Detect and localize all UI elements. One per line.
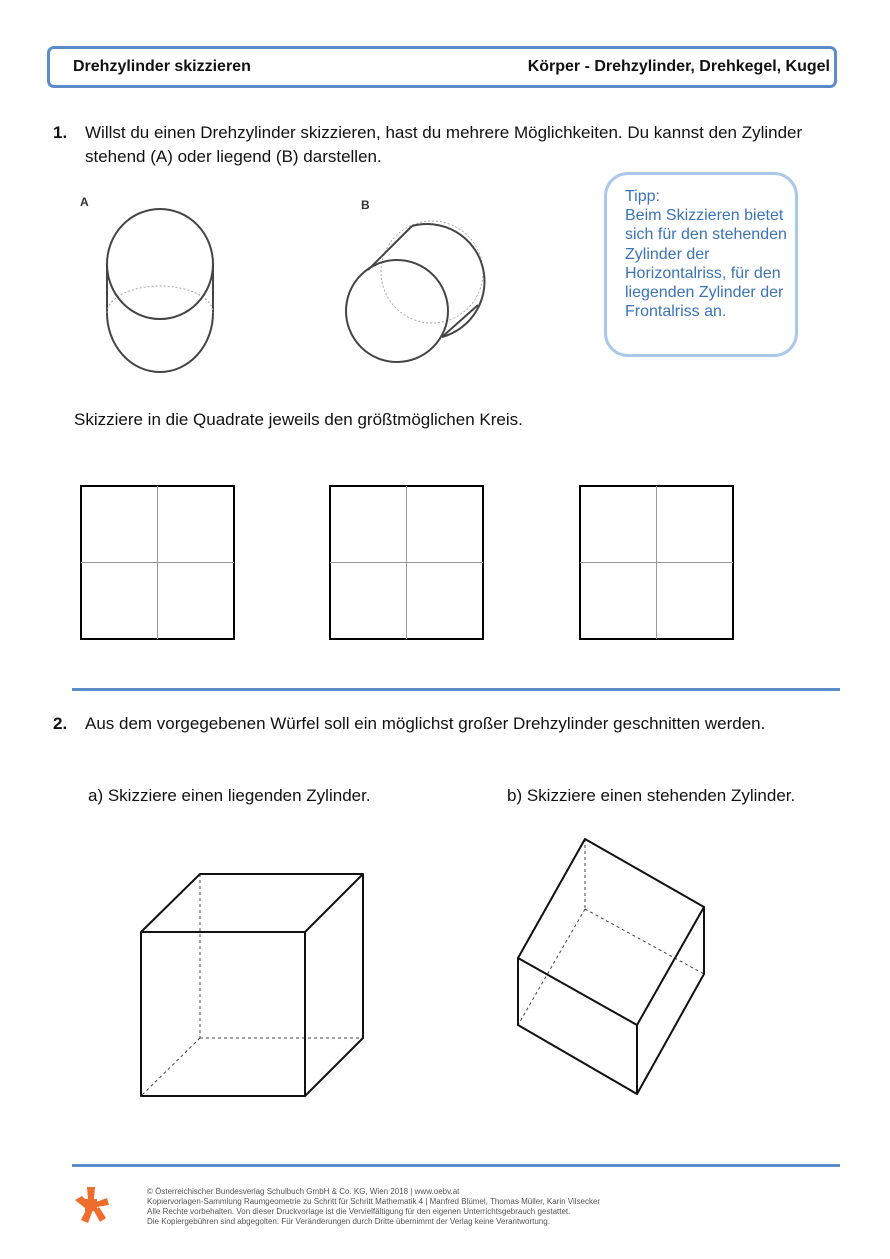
cylinder-a-hidden-edge: [107, 286, 213, 313]
drawing-square-2: [329, 485, 485, 641]
cube-a-figure: [135, 868, 370, 1102]
task-1-instruction: Skizziere in die Quadrate jeweils den größtmöglichen Kreis.: [74, 410, 523, 429]
figure-label-b: B: [361, 198, 370, 212]
drawing-square-1: [80, 485, 236, 641]
cube-b-hidden-edges: [518, 839, 704, 1025]
lying-cylinder-figure: [340, 220, 490, 372]
task-1-line-2: stehend (A) oder liegend (B) darstellen.: [85, 147, 382, 166]
task-1-line-1: Willst du einen Drehzylinder skizzieren, hast du mehrere Möglichkeiten. Du kannst den Zylinder: [85, 123, 803, 142]
footer-divider: [72, 1164, 840, 1167]
task-2-text: Aus dem vorgegebenen Würfel soll ein möglichst großer Drehzylinder geschnitten werden.: [85, 714, 766, 733]
footer-copyright: [147, 1187, 600, 1227]
task-2-part-a: a) Skizziere einen liegenden Zylinder.: [88, 786, 371, 805]
tip-text: Tipp: Beim Skizzieren bietet sich für den stehenden Zylinder der Horizontalriss, für den liegenden Zylinder der Frontalriss an.: [625, 188, 787, 321]
cylinder-b-top-edge: [368, 226, 412, 270]
publisher-logo-icon: [72, 1186, 110, 1224]
cube-b-visible-edges: [518, 839, 704, 1094]
cylinder-a-top-face: [107, 209, 213, 319]
figure-label-a: A: [80, 195, 89, 209]
task-1-number: 1.: [53, 123, 68, 142]
section-divider: [72, 688, 840, 691]
footer-line-1: © Österreichischer Bundesverlag Schulbuch GmbH & Co. KG, Wien 2018 | www.oebv.at: [147, 1187, 460, 1196]
cube-a-visible-edges: [141, 874, 363, 1096]
task-2-number: 2.: [53, 714, 68, 733]
task-2-part-b: b) Skizziere einen stehenden Zylinder.: [507, 786, 796, 805]
standing-cylinder-figure: [100, 203, 220, 375]
worksheet-topic: Körper - Drehzylinder, Drehkegel, Kugel: [527, 58, 830, 75]
cube-b-figure: [510, 833, 712, 1099]
drawing-square-3: [579, 485, 735, 641]
cylinder-b-back-face: [381, 221, 483, 323]
footer-line-2: Kopiervorlagen-Sammlung Raumgeometrie zu Schritt für Schritt Mathematik 4 | Manfred Blümel, Thomas Müller, Karin Vilsecker: [147, 1197, 601, 1206]
footer-line-3: Alle Rechte vorbehalten. Von dieser Druckvorlage ist die Vervielfältigung für den eigenen Unterrichtsgebrauch gestattet.: [147, 1207, 571, 1216]
worksheet-title: Drehzylinder skizzieren: [73, 58, 251, 75]
cylinder-b-back-arc: [412, 224, 484, 337]
footer-line-4: Die Kopiergebühren sind abgegolten. Für Veränderungen durch Dritte übernimmt der Verlag keine Verantwortung.: [147, 1217, 550, 1226]
cylinder-b-front-face: [346, 260, 448, 362]
